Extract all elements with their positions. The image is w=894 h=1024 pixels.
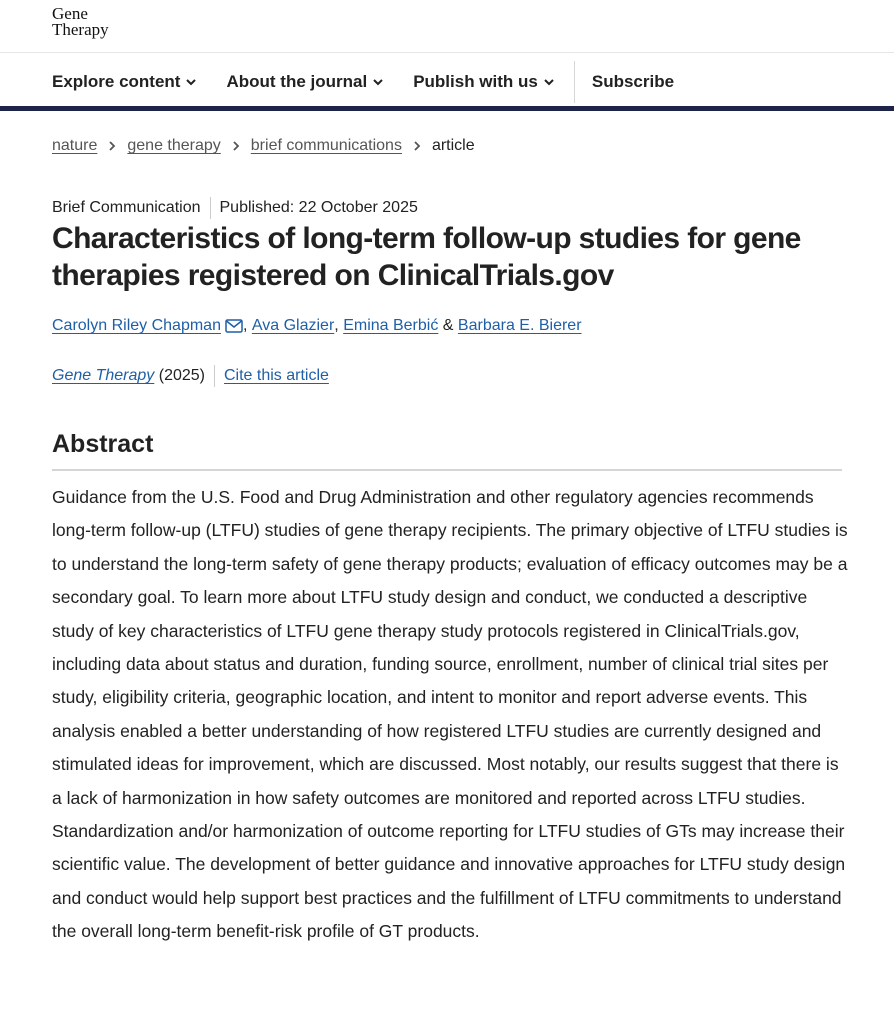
breadcrumb: [52, 137, 475, 155]
nav-subscribe[interactable]: [592, 72, 674, 92]
nav-publish-with-us[interactable]: [413, 72, 556, 92]
logo-line-2: Therapy: [52, 20, 109, 39]
chevron-down-icon: [542, 75, 556, 89]
nav-explore-content[interactable]: [52, 72, 198, 92]
citation-divider: [214, 365, 215, 387]
author-link[interactable]: Emina Berbić: [343, 317, 439, 334]
logo-bar: [0, 0, 894, 53]
chevron-right-icon: [107, 140, 117, 152]
chevron-down-icon: [184, 75, 198, 89]
cite-this-article-link[interactable]: Cite this article: [223, 367, 329, 384]
logo-line-1: Gene: [52, 4, 88, 23]
chevron-right-icon: [231, 140, 241, 152]
author-link[interactable]: Barbara E. Bierer: [457, 317, 582, 334]
nav-subscribe-label: Subscribe: [591, 71, 675, 91]
meta-divider: [210, 197, 211, 219]
author-link[interactable]: Carolyn Riley Chapman: [52, 317, 221, 334]
nav-publish-with-us-label: Publish with us: [413, 71, 538, 91]
nav-about-journal-label: About the journal: [226, 71, 368, 91]
author-link[interactable]: Ava Glazier: [251, 317, 335, 334]
breadcrumb-brief-communications[interactable]: brief communications: [250, 137, 402, 154]
published-date: Published: 22 October 2025: [219, 199, 418, 216]
chevron-right-icon: [412, 140, 422, 152]
abstract-heading: Abstract: [52, 430, 842, 471]
author-ampersand: &: [442, 317, 454, 334]
main-nav: [0, 53, 894, 111]
breadcrumb-current: article: [431, 137, 475, 154]
author-list: [52, 317, 582, 335]
journal-link[interactable]: Gene Therapy: [52, 367, 155, 384]
nav-explore-content-label: Explore content: [52, 71, 181, 91]
article-type: Brief Communication: [52, 199, 201, 216]
nav-about-journal[interactable]: [226, 72, 385, 92]
publication-year: (2025): [158, 367, 205, 384]
mail-icon[interactable]: [225, 319, 243, 333]
breadcrumb-nature[interactable]: nature: [52, 137, 98, 154]
abstract-text: Guidance from the U.S. Food and Drug Administration and other regulatory agencies recommends long-term follow-up (LTFU) studies of gene therapy recipients. The primary objective of LTFU studies is to understand the long-term safety of gene therapy products; evaluation of efficacy outcomes may be a secondary goal. To learn more about LTFU study design and conduct, we conducted a descriptive study of key characteristics of LTFU gene therapy study protocols registered in ClinicalTrials.gov, including data about status and duration, funding source, enrollment, number of clinical trial sites per study, eligibility criteria, geographic location, and intent to monitor and report adverse events. This analysis enabled a better understanding of how registered LTFU studies are currently designed and stimulated ideas for improvement, which are discussed. Most notably, our results suggest that there is a lack of harmonization in how safety outcomes are monitored and reported across LTFU studies. Standardization and/or harmonization of outcome reporting for LTFU studies of GTs may increase their scientific value. The development of better guidance and innovative approaches for LTFU study design and conduct would help support best practices and the fulfillment of LTFU commitments to understand the overall long-term benefit-risk profile of GT products.: [52, 487, 848, 942]
journal-logo[interactable]: [52, 6, 109, 38]
author-separator: ,: [242, 317, 248, 334]
citation-line: [52, 365, 329, 387]
chevron-down-icon: [371, 75, 385, 89]
breadcrumb-gene-therapy[interactable]: gene therapy: [127, 137, 221, 154]
nav-divider: [574, 61, 575, 103]
article-title: Characteristics of long-term follow-up studies for gene therapies registered on ClinicalTrials.gov: [52, 222, 801, 292]
article-meta: [52, 197, 418, 219]
author-separator: ,: [334, 317, 339, 334]
